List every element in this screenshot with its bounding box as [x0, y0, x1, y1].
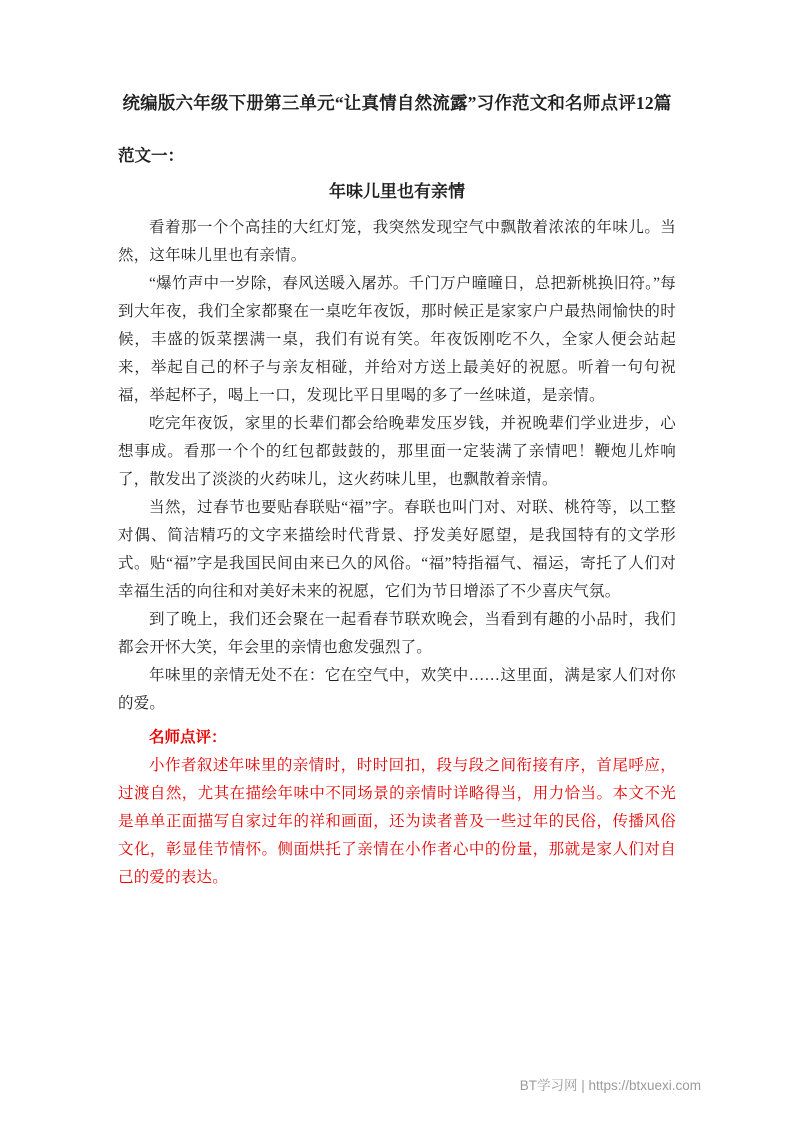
review-paragraph: 小作者叙述年味里的亲情时，时时回扣，段与段之间衔接有序，首尾呼应，过渡自然，尤其在描绘年味中不同场景的亲情时详略得当，用力恰当。本文不光是单单正面描写自家过年的祥和画面，还为读者普及一些过年的民俗，传播风俗文化，彰显佳节情怀。侧面烘托了亲情在小作者心中的份量，那就是家人们对自己的爱的表达。	[118, 757, 676, 887]
footer-site-text: BT学习网 | https://btxuexi.com	[519, 1078, 701, 1093]
document-title: 统编版六年级下册第三单元“让真情自然流露”习作范文和名师点评12篇	[122, 93, 672, 113]
essay-paragraph-4: 当然，过春节也要贴春联贴“福”字。春联也叫门对、对联、桃符等，以工整对偶、简洁精巧的文字来描绘时代背景、抒发美好愿望，是我国特有的文学形式。贴“福”字是我国民间由来已久的风俗。“福”特指福气、福运，寄托了人们对幸福生活的向往和对美好未来的祝愿，它们为节日增添了不少喜庆气氛。	[118, 499, 676, 601]
section-label: 范文一：	[118, 146, 184, 166]
essay-paragraph-3: 吃完年夜饭，家里的长辈们都会给晚辈发压岁钱，并祝晚辈们学业进步，心想事成。看那一个个的红包都鼓鼓的，那里面一定装满了亲情吧！鞭炮儿炸响了，散发出了淡淡的火药味儿，这火药味儿里，也飘散着亲情。	[118, 415, 676, 489]
essay-paragraph-5: 到了晚上，我们还会聚在一起看春节联欢晚会，当看到有趣的小品时，我们都会开怀大笑，年会里的亲情也愈发强烈了。	[118, 611, 676, 657]
essay-paragraph-6: 年味里的亲情无处不在：它在空气中，欢笑中……这里面，满是家人们对你的爱。	[118, 667, 676, 713]
essay-body	[118, 214, 676, 718]
essay-title: 年味儿里也有亲情	[329, 182, 465, 202]
essay-paragraph-1: 看着那一个个高挂的大红灯笼，我突然发现空气中飘散着浓浓的年味儿。当然，这年味儿里也有亲情。	[118, 219, 676, 265]
teacher-review-section	[118, 724, 676, 892]
footer-watermark	[520, 1074, 701, 1094]
essay-paragraph-2: “爆竹声中一岁除，春风送暖入屠苏。千门万户曈曈日，总把新桃换旧符。”每到大年夜，我们全家都聚在一桌吃年夜饭，那时候正是家家户户最热闹愉快的时候，丰盛的饭菜摆满一桌，我们有说有笑。年夜饭刚吃不久，全家人便会站起来，举起自己的杯子与亲友相碰，并给对方送上最美好的祝愿。听着一句句祝福，举起杯子，喝上一口，发现比平日里喝的多了一丝味道，是亲情。	[118, 275, 676, 405]
review-label: 名师点评：	[149, 729, 227, 747]
